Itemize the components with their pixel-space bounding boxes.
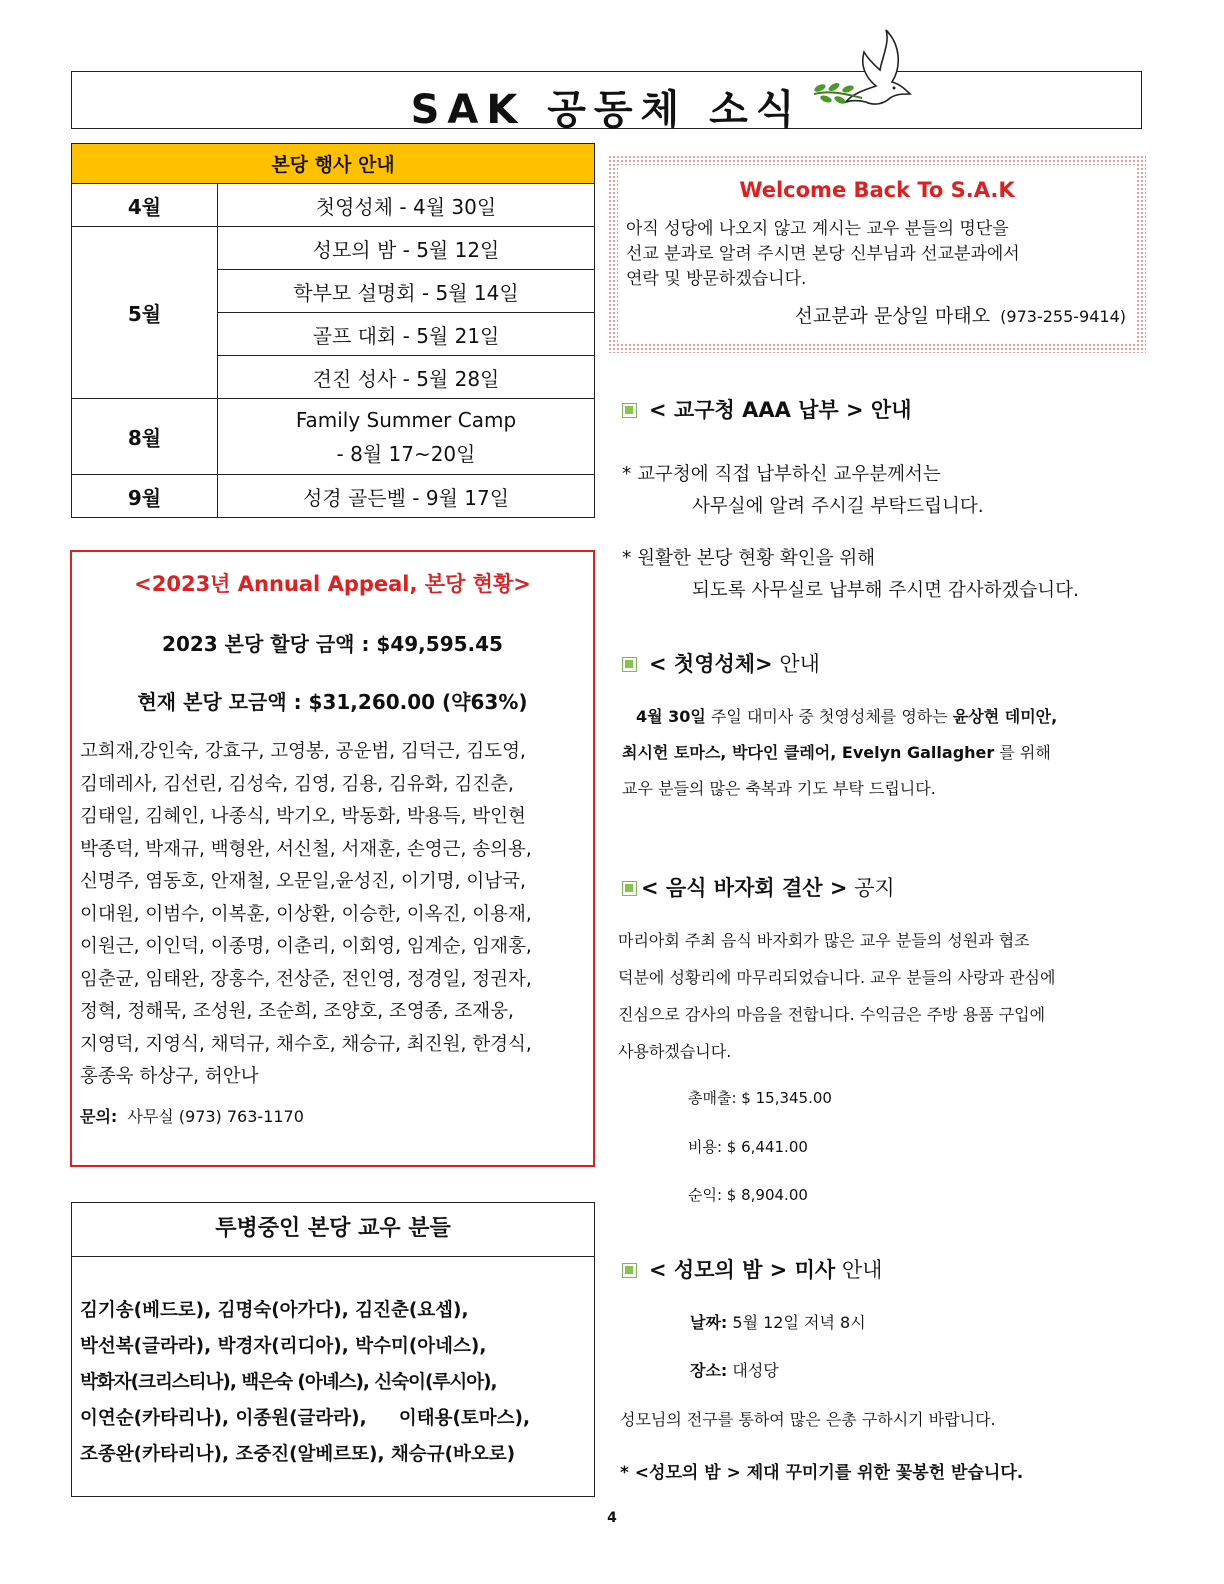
sick-line: 김기송(베드로), 김명숙(아가다), 김진춘(요셉), [80, 1300, 469, 1321]
month-april: 4월 [72, 184, 218, 227]
month-may: 5월 [72, 227, 218, 399]
checkbox-bullet-icon [622, 403, 637, 418]
mary-line-2: * <성모의 밤 > 제대 꾸미기를 위한 꽃봉헌 받습니다. [620, 1463, 1024, 1483]
bazaar-cost: 비용: $ 6,441.00 [688, 1138, 808, 1156]
inquiry-contact: 사무실 (973) 763-1170 [127, 1107, 304, 1126]
aaa-line-3: * 원활한 본당 현황 확인을 위해 [622, 548, 876, 569]
sick-parishioners-box [71, 1202, 595, 1497]
bazaar-para-line: 진심으로 감사의 마음을 전합니다. 수익금은 주방 용품 구입에 [618, 1005, 1046, 1024]
appeal-inquiry [80, 1104, 304, 1127]
sick-line: 박선복(글라라), 박경자(리디아), 박수미(아네스), [80, 1336, 487, 1357]
appeal-title: <2023년 Annual Appeal, 본당 현황> [134, 572, 531, 596]
bazaar-total-sales: 총매출: $ 15,345.00 [688, 1089, 832, 1107]
welcome-back-box [608, 155, 1146, 353]
event-parent-meeting: 학부모 설명회 - 5월 14일 [218, 270, 595, 313]
bazaar-para-line: 덕분에 성황리에 마무리되었습니다. 교우 분들의 사랑과 관심에 [618, 968, 1056, 987]
bazaar-para-line: 마리아회 주최 음식 바자회가 많은 교우 분들의 성원과 협조 [618, 931, 1030, 950]
events-table [71, 143, 595, 518]
mary-date [690, 1310, 866, 1333]
welcome-line: 연락 및 방문하겠습니다. [626, 269, 807, 289]
event-summer-camp-date: - 8월 17~20일 [336, 441, 476, 466]
page-number: 4 [607, 1510, 617, 1526]
bazaar-heading-bold: < 음식 바자회 결산 > [641, 876, 848, 900]
event-golf: 골프 대회 - 5월 21일 [218, 313, 595, 356]
event-summer-camp [218, 399, 595, 475]
mary-heading-bold: < 성모의 밤 > 미사 [649, 1258, 836, 1282]
donor-line: 김데레사, 김선린, 김성숙, 김영, 김용, 김유화, 김진춘, [80, 773, 514, 795]
donor-line: 정혁, 정해묵, 조성원, 조순희, 조양호, 조영종, 조재웅, [80, 1001, 514, 1022]
communion-line-2 [622, 740, 1051, 763]
bazaar-heading [622, 872, 895, 902]
event-confirmation: 견진 성사 - 5월 28일 [218, 356, 595, 399]
appeal-quota: 2023 본당 할당 금액 : $49,595.45 [162, 632, 503, 656]
communion-line-1 [636, 704, 1057, 727]
mary-place [690, 1358, 779, 1381]
event-mary-night: 성모의 밤 - 5월 12일 [218, 227, 595, 270]
donor-line: 신명주, 염동호, 안재철, 오문일,윤성진, 이기명, 이남국, [80, 871, 526, 892]
month-september: 9월 [72, 475, 218, 518]
donor-line: 박종덕, 박재규, 백형완, 서신철, 서재훈, 손영근, 송의용, [80, 838, 532, 860]
donor-line: 임춘균, 임태완, 장홍수, 전상준, 전인영, 정경일, 정권자, [80, 968, 532, 990]
donor-line: 홍종욱 하상구, 허안나 [80, 1066, 259, 1087]
dove-icon [806, 28, 918, 128]
event-summer-camp-name: Family Summer Camp [295, 407, 517, 432]
communion-heading-rest: 안내 [772, 652, 820, 676]
donor-line: 이대원, 이범수, 이복훈, 이상환, 이승한, 이옥진, 이용재, [80, 903, 532, 925]
month-august: 8월 [72, 399, 218, 475]
mary-heading-rest: 안내 [835, 1258, 883, 1282]
annual-appeal-box [70, 550, 595, 1167]
welcome-inner [618, 165, 1136, 343]
sick-list [80, 1293, 590, 1473]
donor-list [80, 736, 585, 1094]
communion-names: 최시헌 토마스, 박다인 클레어, Evelyn Gallagher [622, 743, 995, 762]
welcome-title: Welcome Back To S.A.K [739, 178, 1015, 202]
event-first-communion: 첫영성체 - 4월 30일 [218, 184, 595, 227]
appeal-raised: 현재 본당 모금액 : $31,260.00 (약63%) [137, 690, 528, 714]
checkbox-bullet-icon [622, 657, 637, 672]
communion-date: 4월 30일 [636, 707, 706, 726]
sick-line: 조종완(카타리나), 조중진(알베르또), 채승규(바오로) [80, 1444, 516, 1465]
communion-text-2: 를 위해 [994, 743, 1051, 762]
mary-night-heading [622, 1254, 882, 1284]
communion-line-3: 교우 분들의 많은 축복과 기도 부탁 드립니다. [622, 779, 936, 798]
aaa-line-1: * 교구청에 직접 납부하신 교우분께서는 [622, 464, 941, 485]
mary-date-label: 날짜: [690, 1313, 728, 1332]
communion-text-1: 주일 대미사 중 첫영성체를 영하는 [705, 707, 953, 726]
events-heading: 본당 행사 안내 [72, 144, 595, 184]
donor-line: 지영덕, 지영식, 채덕규, 채수호, 채승규, 최진원, 한경식, [80, 1033, 532, 1055]
welcome-signer: 선교분과 문상일 마태오 [794, 305, 991, 327]
communion-heading-bold: < 첫영성체> [649, 652, 773, 676]
donor-line: 이원근, 이인덕, 이종명, 이춘리, 이회영, 임계순, 임재홍, [80, 936, 532, 957]
mary-place-label: 장소: [690, 1361, 728, 1380]
welcome-body [626, 217, 1136, 292]
communion-name-1: 윤상현 데미안, [952, 707, 1058, 726]
bazaar-heading-rest: 공지 [847, 876, 895, 900]
page-title: SAK 공동체 소식 [410, 87, 803, 133]
mary-place-value: 대성당 [727, 1361, 779, 1380]
welcome-line: 아직 성당에 나오지 않고 계시는 교우 분들의 명단을 [626, 219, 1009, 239]
sick-line: 박화자(크리스티나), 백은숙 (아녜스), 신숙이(루시아), [80, 1372, 497, 1393]
checkbox-bullet-icon [622, 1263, 637, 1278]
aaa-heading-text: < 교구청 AAA 납부 > 안내 [649, 398, 912, 422]
welcome-line: 선교 분과로 알려 주시면 본당 신부님과 선교분과에서 [626, 244, 1020, 264]
event-bible-golden-bell: 성경 골든벨 - 9월 17일 [218, 475, 595, 518]
checkbox-bullet-icon [622, 881, 637, 896]
donor-line: 고희재,강인숙, 강효구, 고영봉, 공운범, 김덕근, 김도영, [80, 741, 526, 762]
sick-title: 투병중인 본당 교우 분들 [72, 1203, 594, 1257]
aaa-line-4: 되도록 사무실로 납부해 주시면 감사하겠습니다. [692, 580, 1079, 601]
aaa-heading [622, 394, 912, 424]
bazaar-net: 순익: $ 8,904.00 [688, 1186, 808, 1204]
bazaar-para-line: 사용하겠습니다. [618, 1042, 732, 1061]
welcome-phone: (973-255-9414) [1000, 307, 1126, 326]
aaa-line-2: 사무실에 알려 주시길 부탁드립니다. [692, 496, 984, 517]
donor-line: 김태일, 김혜인, 나종식, 박기오, 박동화, 박용득, 박인현 [80, 806, 526, 827]
mary-line-1: 성모님의 전구를 통하여 많은 은총 구하시기 바랍니다. [620, 1410, 996, 1429]
title-banner [71, 71, 1142, 133]
inquiry-label: 문의: [80, 1107, 118, 1126]
sick-line: 이연순(카타리나), 이종원(글라라), 이태용(토마스), [80, 1408, 531, 1429]
communion-heading [622, 648, 820, 678]
mary-date-value: 5월 12일 저녁 8시 [727, 1313, 866, 1332]
welcome-signature [795, 301, 1127, 328]
